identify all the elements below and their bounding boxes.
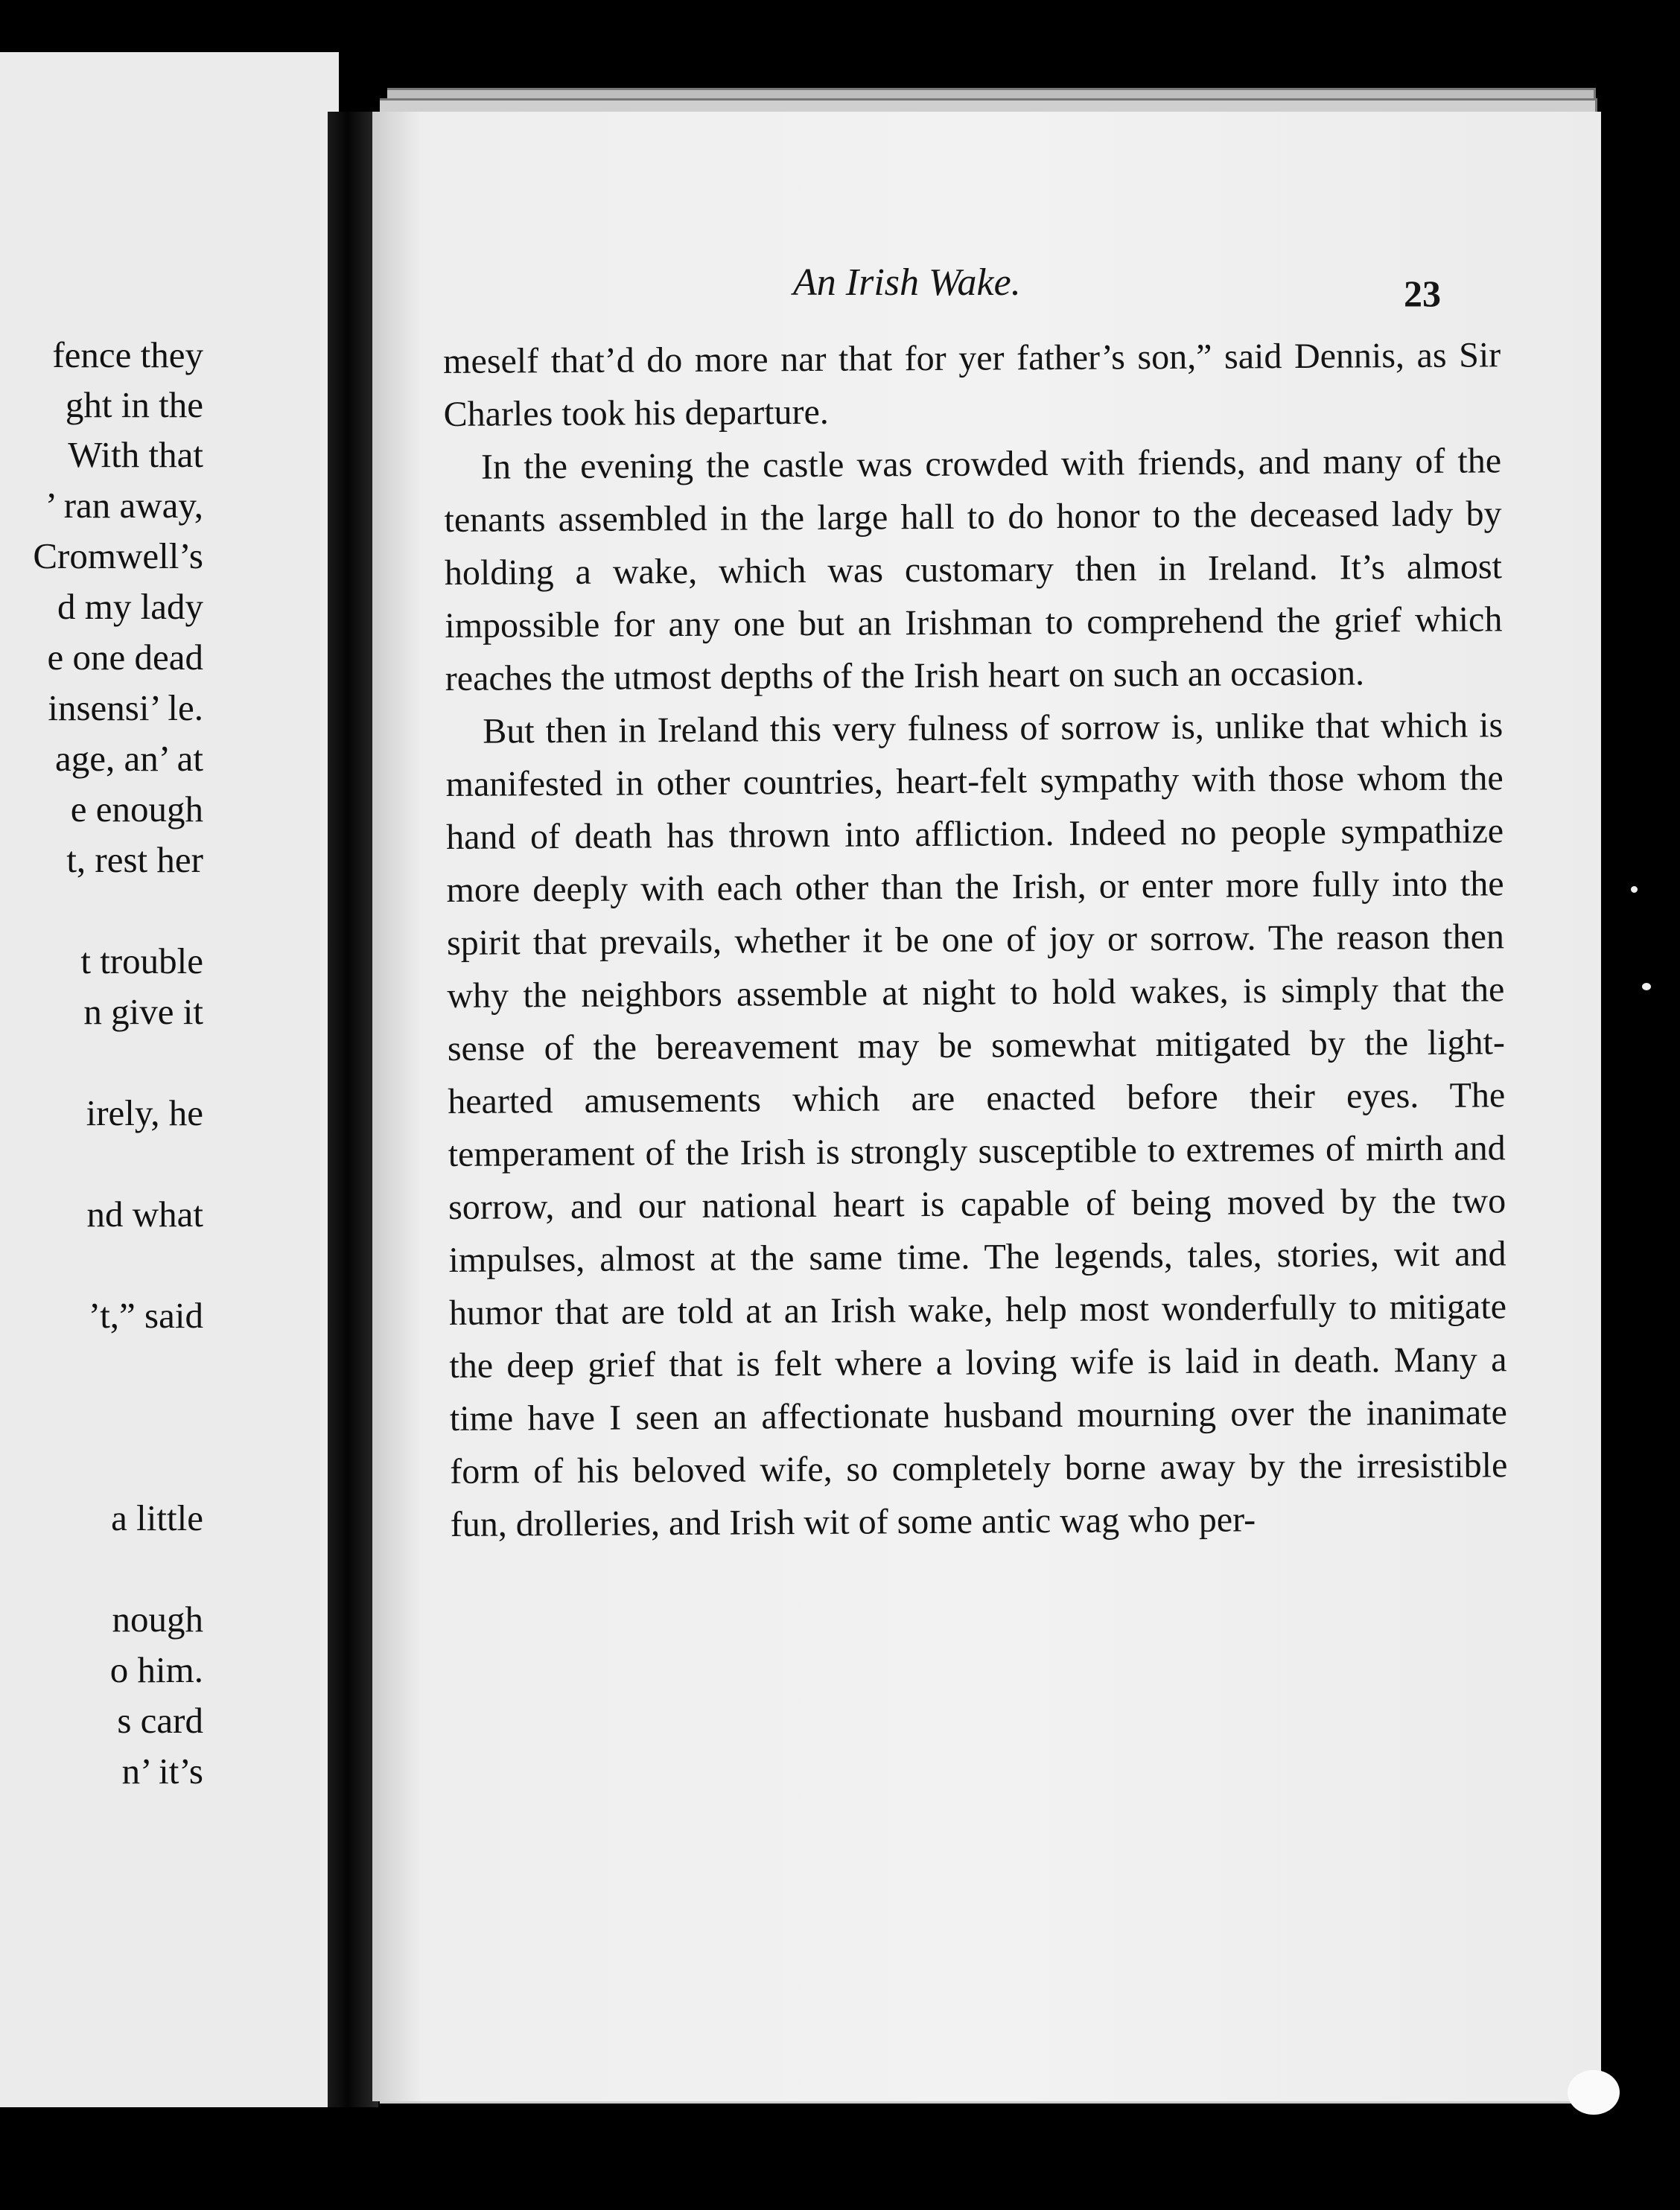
left-page-line: d my lady [57, 586, 203, 627]
left-page-line: t, rest her [66, 839, 203, 880]
body-text [443, 328, 1508, 1551]
paragraph: In the evening the castle was crowded with friends, and many of the tenants assembled in the large hall to do honor to the deceased lady by holding a wake, which was customary then in Ireland. It’s almost impossible for any one but an Irishman to comprehend the grief which reaches the utmost depths of the Irish heart on such an occasion. [444, 441, 1503, 698]
left-page-line: n give it [83, 991, 203, 1032]
running-head: An Irish Wake. [793, 261, 1021, 304]
left-page [0, 52, 339, 2107]
left-page-line: ’ ran away, [45, 485, 203, 526]
left-page-line: nough [112, 1599, 203, 1640]
left-page-line: s card [117, 1700, 203, 1741]
left-page-line: age, an’ at [54, 738, 203, 779]
left-page-line: t trouble [80, 940, 203, 981]
left-page-line: a little [111, 1497, 203, 1538]
left-page-line: Cromwell’s [33, 535, 203, 576]
dust-speck [1631, 886, 1638, 893]
left-page-line: irely, he [86, 1092, 203, 1133]
left-page-line: e one dead [47, 637, 203, 678]
book-gutter [328, 112, 378, 2107]
left-page-line: nd what [86, 1194, 203, 1235]
left-page-line: fence they [52, 334, 203, 375]
paragraph: meself that’d do more nar that for yer father’s son,” said Dennis, as Sir Charles took his departure. [443, 335, 1501, 434]
left-page-line: o him. [109, 1649, 203, 1690]
right-page [372, 112, 1601, 2101]
paragraph: But then in Ireland this very fulness of sorrow is, unlike that which is manifested in other countries, heart-felt sympathy with those whom the hand of death has thrown into affliction. Indeed no people sympathize more deeply with each other than the Irish, or enter more fully into the spirit that prevails, whether it be one of joy or sorrow. The reason then why the neighbors assemble at night to hold wakes, is simply that the sense of the bereavement may be somewhat mitigated by the light-hearted amusements which are enacted before their eyes. The temperament of the Irish is strongly susceptible to extremes of mirth and sorrow, and our national heart is capable of being moved by the two impulses, almost at the same time. The legends, tales, stories, wit and humor that are told at an Irish wake, help most wonderfully to mitigate the deep grief that is felt where a loving wife is laid in death. Many a time have I seen an affectionate husband mourning over the inanimate form of his beloved wife, so completely borne away by the irresistible fun, drolleries, and Irish wit of some antic wag who per- [445, 705, 1508, 1544]
left-page-line: n’ it’s [121, 1751, 203, 1792]
dust-speck [1568, 2070, 1620, 2115]
left-page-line: ght in the [65, 384, 203, 425]
left-page-line: e enough [70, 789, 203, 829]
left-page-line: insensi’ le. [48, 687, 203, 728]
left-page-line: With that [68, 434, 203, 475]
dust-speck [1642, 983, 1651, 990]
left-page-line: ’t,” said [88, 1295, 203, 1336]
page-number: 23 [1404, 273, 1441, 314]
